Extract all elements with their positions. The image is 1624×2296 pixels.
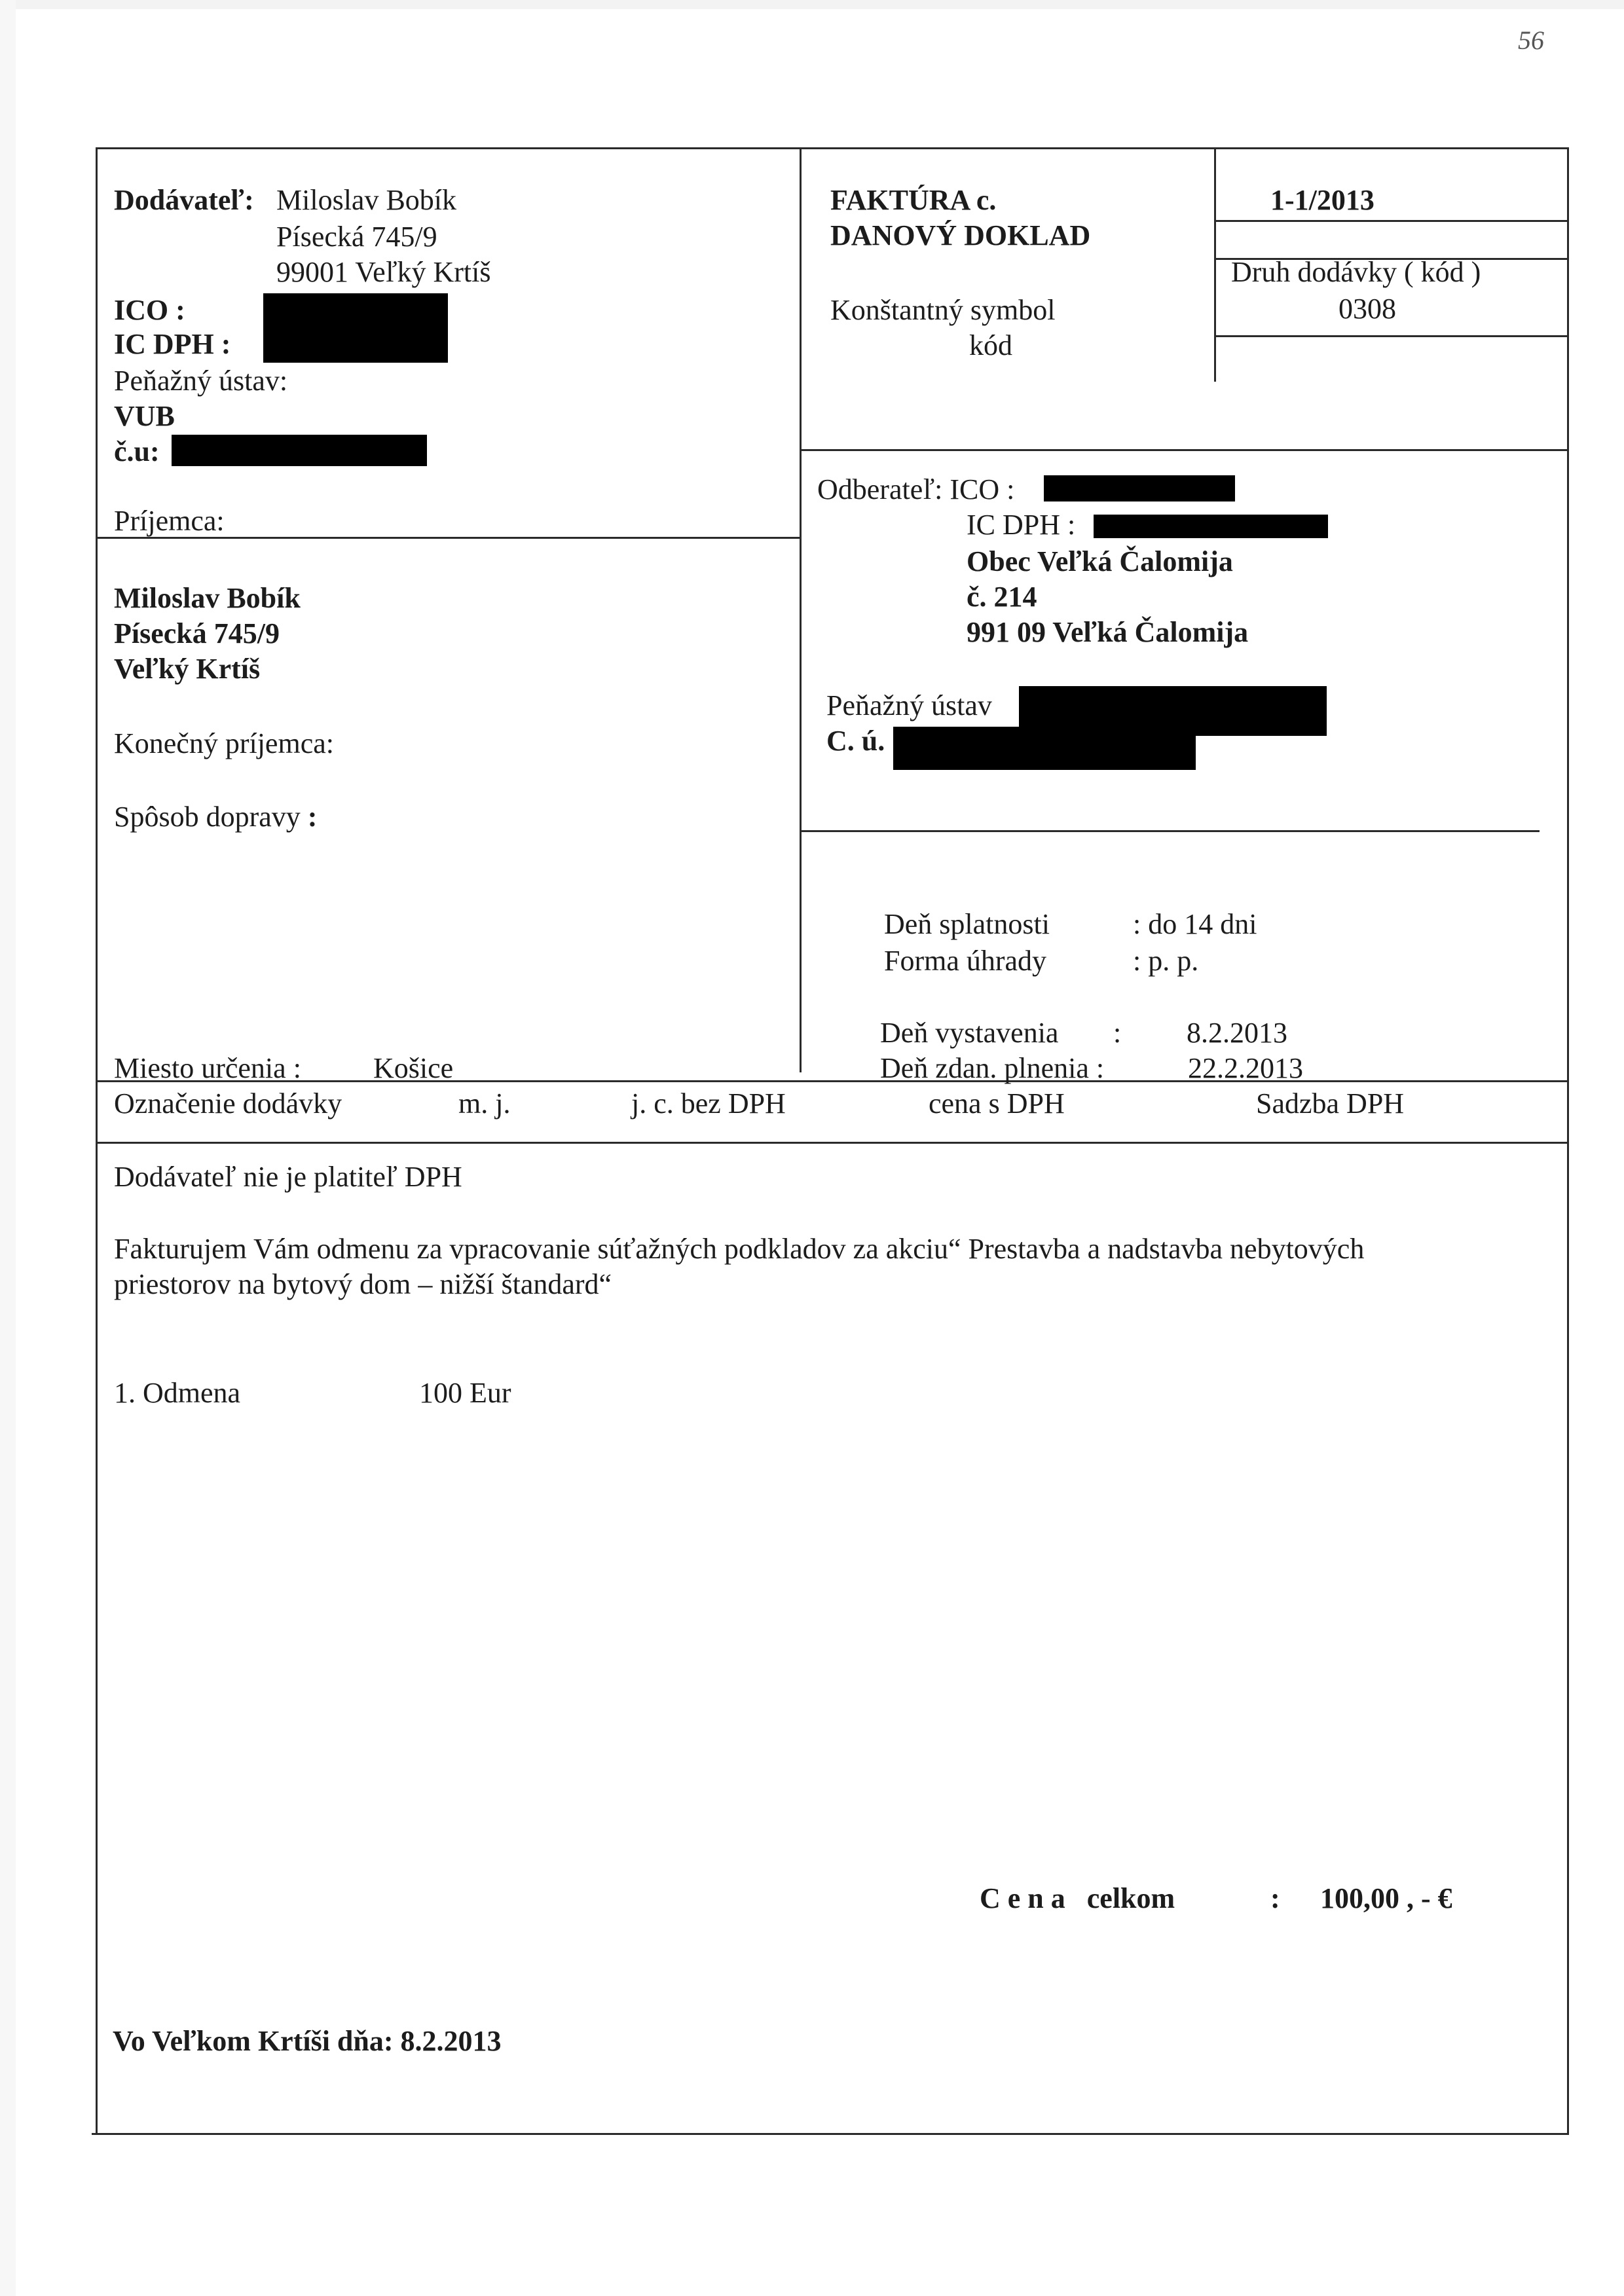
supplier-bank-label: Peňažný ústav: xyxy=(114,365,288,397)
payment-form-value: : p. p. xyxy=(1133,945,1199,977)
destination-label: Miesto určenia : xyxy=(114,1052,301,1084)
description-line-1: Fakturujem Vám odmenu za vpracovanie súťažných podkladov za akciu“ Prestavba a nadstavba nebytových xyxy=(114,1233,1365,1265)
supplier-bank-name: VUB xyxy=(114,400,175,432)
supplier-label: Dodávateľ: xyxy=(114,184,254,216)
description-line-2: priestorov na bytový dom – nižší štandard“ xyxy=(114,1268,612,1300)
redaction-customer-ico xyxy=(1044,475,1235,501)
issue-date-colon: : xyxy=(1113,1017,1122,1049)
total-value: 100,00 , - € xyxy=(1320,1882,1452,1914)
recipient-top-line xyxy=(96,537,802,539)
page-number: 56 xyxy=(1518,26,1544,55)
number-box-left-line xyxy=(1214,147,1216,382)
customer-street: č. 214 xyxy=(967,581,1037,613)
redaction-supplier-ids xyxy=(263,293,448,363)
header-unit: m. j. xyxy=(458,1087,511,1120)
total-label: C e n a celkom xyxy=(980,1882,1175,1914)
customer-account-label: C. ú. xyxy=(826,725,885,757)
frame-top-line xyxy=(96,147,1569,149)
customer-city: 991 09 Veľká Čalomija xyxy=(967,616,1249,648)
scan-edge-left xyxy=(0,0,16,2296)
customer-icdph-label: IC DPH : xyxy=(967,509,1076,541)
customer-bank-label: Peňažný ústav xyxy=(826,689,992,721)
taxable-date-label: Deň zdan. plnenia : xyxy=(880,1052,1105,1084)
issue-date-label: Deň vystavenia xyxy=(880,1017,1059,1049)
issue-date-value: 8.2.2013 xyxy=(1187,1017,1287,1049)
customer-top-line xyxy=(800,449,1569,451)
header-designation: Označenie dodávky xyxy=(114,1087,342,1120)
total-colon: : xyxy=(1270,1882,1280,1914)
redaction-supplier-account xyxy=(172,435,427,466)
item-name: 1. Odmena xyxy=(114,1377,241,1409)
items-header-top-line xyxy=(96,1080,1569,1082)
redaction-customer-icdph xyxy=(1094,515,1328,538)
recipient-label: Príjemca: xyxy=(114,505,225,537)
header-price-vat: cena s DPH xyxy=(929,1087,1065,1120)
supplier-name: Miloslav Bobík xyxy=(276,184,457,216)
transport-label: Spôsob dopravy : xyxy=(114,801,318,833)
payment-top-line xyxy=(800,830,1540,832)
invoice-title: FAKTÚRA c. xyxy=(830,184,997,216)
number-box-line-1 xyxy=(1214,220,1569,222)
delivery-type-value: 0308 xyxy=(1338,293,1396,325)
customer-label: Odberateľ: ICO : xyxy=(817,473,1015,505)
due-date-value: : do 14 dni xyxy=(1133,908,1257,940)
taxable-date-value: 22.2.2013 xyxy=(1188,1052,1303,1084)
destination-value: Košice xyxy=(373,1052,454,1084)
code-label: kód xyxy=(969,329,1012,361)
frame-left-line xyxy=(96,147,98,2135)
due-date-label: Deň splatnosti xyxy=(884,908,1050,940)
supplier-street: Písecká 745/9 xyxy=(276,221,437,253)
invoice-number: 1-1/2013 xyxy=(1270,184,1375,216)
invoice-subtitle: DANOVÝ DOKLAD xyxy=(830,219,1091,251)
frame-bottom-line xyxy=(92,2133,1569,2135)
delivery-type-label: Druh dodávky ( kód ) xyxy=(1231,256,1481,288)
number-box-line-3 xyxy=(1214,335,1569,337)
recipient-city: Veľký Krtíš xyxy=(114,653,261,685)
customer-name: Obec Veľká Čalomija xyxy=(967,545,1233,577)
scan-edge-top xyxy=(0,0,1624,9)
supplier-icdph-label: IC DPH : xyxy=(114,328,231,360)
redaction-customer-account xyxy=(893,727,1196,770)
supplier-account-label: č.u: xyxy=(114,435,160,467)
recipient-street: Písecká 745/9 xyxy=(114,617,280,649)
payment-form-label: Forma úhrady xyxy=(884,945,1047,977)
middle-divider-bottom xyxy=(800,871,802,1072)
item-amount: 100 Eur xyxy=(419,1377,511,1409)
recipient-name: Miloslav Bobík xyxy=(114,582,301,614)
items-header-bottom-line xyxy=(96,1142,1569,1144)
supplier-city: 99001 Veľký Krtíš xyxy=(276,256,491,288)
final-recipient-label: Konečný príjemca: xyxy=(114,727,334,759)
header-unit-price: j. c. bez DPH xyxy=(631,1087,786,1120)
supplier-ico-label: ICO : xyxy=(114,294,185,326)
constant-symbol-label: Konštantný symbol xyxy=(830,294,1056,326)
vat-note: Dodávateľ nie je platiteľ DPH xyxy=(114,1161,462,1193)
frame-right-line xyxy=(1567,147,1569,2135)
header-vat-rate: Sadzba DPH xyxy=(1256,1087,1405,1120)
place-date: Vo Veľkom Krtíši dňa: 8.2.2013 xyxy=(113,2025,502,2057)
